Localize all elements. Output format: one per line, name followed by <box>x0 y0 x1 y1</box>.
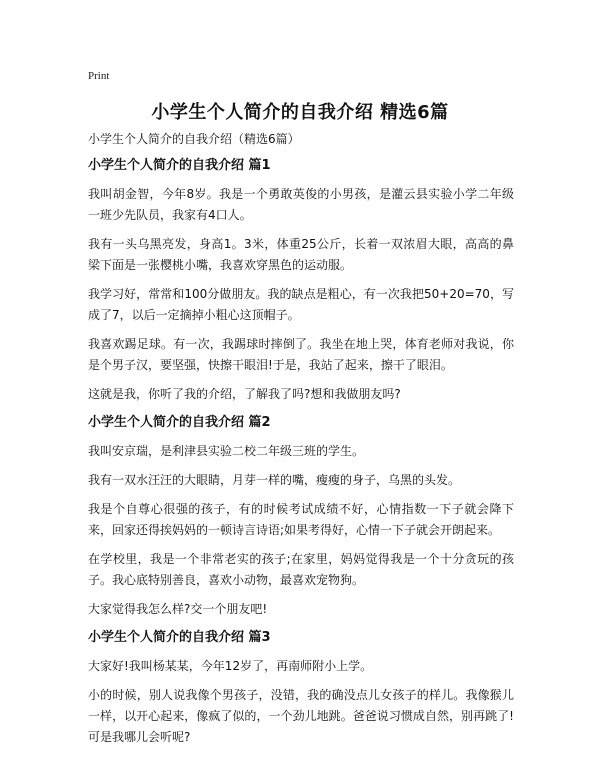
paragraph: 在学校里，我是一个非常老实的孩子;在家里，妈妈觉得我是一个十分贪玩的孩子。我心底特别善良，喜欢小动物，最喜欢宠物狗。 <box>88 552 514 587</box>
section-2 <box>88 413 514 620</box>
section-3 <box>88 628 514 748</box>
paragraph: 我有一双水汪汪的大眼睛，月芽一样的嘴，瘦瘦的身子，乌黑的头发。 <box>88 473 461 487</box>
page-title: 小学生个人简介的自我介绍 精选6篇 <box>151 102 449 123</box>
print-label: Print <box>88 70 110 82</box>
paragraph: 大家好!我叫杨某某，今年12岁了，再南师附小上学。 <box>88 659 373 673</box>
section-heading: 小学生个人简介的自我介绍 篇3 <box>88 630 271 645</box>
paragraph: 我是个自尊心很强的孩子，有的时候考试成绩不好，心情指数一下子就会降下来，回家还得挨妈妈的一顿诗言诗语;如果考得好，心情一下子就会开朗起来。 <box>88 502 514 537</box>
paragraph: 我叫胡金智，今年8岁。我是一个勇敢英俊的小男孩，是灌云县实验小学二年级一班少先队员，我家有4口人。 <box>88 187 514 222</box>
paragraph: 我学习好，常常和100分做朋友。我的缺点是粗心，有一次我把50+20=70，写成了7，以后一定摘掉小粗心这顶帽子。 <box>88 287 514 322</box>
paragraph: 我喜欢踢足球。有一次，我踢球时摔倒了。我坐在地上哭，体育老师对我说，你是个男子汉，要坚强，快擦干眼泪!于是，我站了起来，擦干了眼泪。 <box>88 337 514 372</box>
paragraph: 这就是我，你听了我的介绍，了解我了吗?想和我做朋友吗? <box>88 387 401 401</box>
section-heading: 小学生个人简介的自我介绍 篇2 <box>88 415 271 430</box>
paragraph: 小的时候，别人说我像个男孩子，没错，我的确没点儿女孩子的样儿。我像猴儿一样，以开心起来，像疯了似的，一个劲儿地跳。爸爸说习惯成自然，别再跳了!可是我哪儿会听呢? <box>88 688 514 744</box>
paragraph: 我叫安京瑞，是利津县实验二校二年级三班的学生。 <box>88 444 365 458</box>
paragraph: 大家觉得我怎么样?交一个朋友吧! <box>88 602 268 616</box>
paragraph: 我有一头乌黑亮发，身高1。3米，体重25公斤，长着一双浓眉大眼，高高的鼻梁下面是一张樱桃小嘴，我喜欢穿黑色的运动服。 <box>88 237 514 272</box>
section-1 <box>88 156 514 405</box>
section-heading: 小学生个人简介的自我介绍 篇1 <box>88 158 271 173</box>
document-subtitle: 小学生个人简介的自我介绍（精选6篇） <box>88 132 300 146</box>
document-body <box>88 128 514 756</box>
